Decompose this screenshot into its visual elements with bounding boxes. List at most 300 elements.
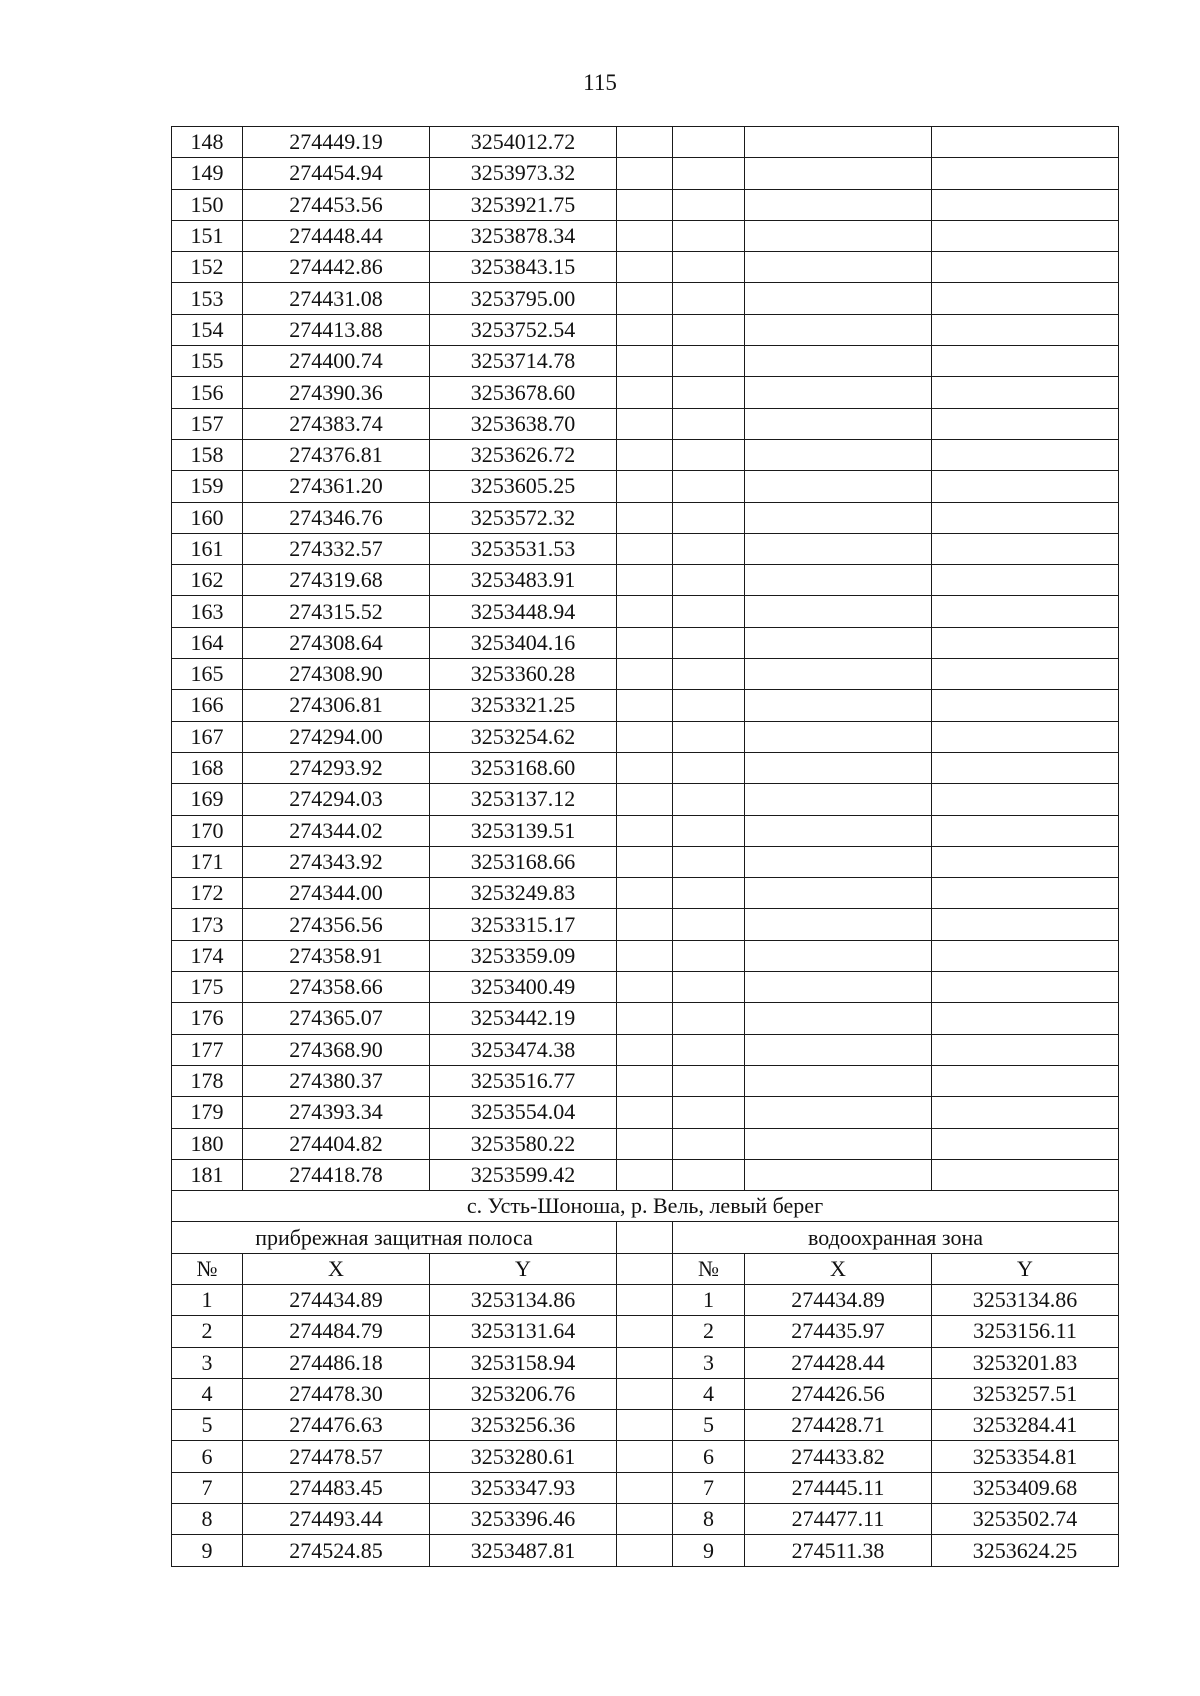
empty-cell — [745, 158, 932, 189]
point-number: 168 — [172, 752, 243, 783]
empty-cell — [932, 721, 1119, 752]
table-row — [172, 815, 1119, 846]
empty-cell — [932, 846, 1119, 877]
empty-cell — [673, 377, 745, 408]
empty-cell — [673, 878, 745, 909]
left-group-title: прибрежная защитная полоса — [172, 1222, 617, 1253]
y-coordinate: 3253442.19 — [430, 1003, 617, 1034]
empty-cell — [617, 314, 673, 345]
empty-cell — [673, 1128, 745, 1159]
table-row — [172, 1535, 1119, 1566]
empty-cell — [673, 1034, 745, 1065]
empty-cell — [745, 596, 932, 627]
empty-cell — [745, 283, 932, 314]
table-row — [172, 972, 1119, 1003]
y-coordinate: 3253359.09 — [430, 940, 617, 971]
point-number: 151 — [172, 220, 243, 251]
empty-cell — [745, 533, 932, 564]
right-point-number: 2 — [673, 1316, 745, 1347]
right-y-coordinate: 3253502.74 — [932, 1504, 1119, 1535]
new-section — [172, 1191, 1119, 1567]
empty-cell — [932, 189, 1119, 220]
right-y-coordinate: 3253409.68 — [932, 1472, 1119, 1503]
empty-cell — [673, 565, 745, 596]
right-x-coordinate: 274445.11 — [745, 1472, 932, 1503]
empty-cell — [932, 1003, 1119, 1034]
x-coordinate: 274442.86 — [243, 252, 430, 283]
empty-cell — [673, 533, 745, 564]
x-coordinate: 274315.52 — [243, 596, 430, 627]
point-number: 162 — [172, 565, 243, 596]
point-number: 153 — [172, 283, 243, 314]
empty-cell — [932, 533, 1119, 564]
y-coordinate: 3253254.62 — [430, 721, 617, 752]
left-point-number: 1 — [172, 1284, 243, 1315]
empty-cell — [932, 565, 1119, 596]
empty-cell — [932, 878, 1119, 909]
left-y-header: Y — [430, 1253, 617, 1284]
point-number: 163 — [172, 596, 243, 627]
spacer-cell — [617, 1504, 673, 1535]
left-point-number: 8 — [172, 1504, 243, 1535]
right-x-coordinate: 274428.71 — [745, 1410, 932, 1441]
y-coordinate: 3253448.94 — [430, 596, 617, 627]
spacer-cell — [617, 1253, 673, 1284]
point-number: 158 — [172, 439, 243, 470]
empty-cell — [617, 752, 673, 783]
x-coordinate: 274306.81 — [243, 690, 430, 721]
table-row — [172, 565, 1119, 596]
left-x-coordinate: 274483.45 — [243, 1472, 430, 1503]
empty-cell — [673, 346, 745, 377]
y-coordinate: 3253878.34 — [430, 220, 617, 251]
empty-cell — [745, 1128, 932, 1159]
x-coordinate: 274383.74 — [243, 408, 430, 439]
y-coordinate: 3253795.00 — [430, 283, 617, 314]
y-coordinate: 3253714.78 — [430, 346, 617, 377]
x-coordinate: 274319.68 — [243, 565, 430, 596]
empty-cell — [745, 1097, 932, 1128]
y-coordinate: 3253168.60 — [430, 752, 617, 783]
left-point-number: 7 — [172, 1472, 243, 1503]
empty-cell — [745, 909, 932, 940]
table-row — [172, 596, 1119, 627]
point-number: 171 — [172, 846, 243, 877]
table-row — [172, 1097, 1119, 1128]
empty-cell — [932, 502, 1119, 533]
left-x-coordinate: 274476.63 — [243, 1410, 430, 1441]
empty-cell — [673, 627, 745, 658]
empty-cell — [745, 627, 932, 658]
x-coordinate: 274413.88 — [243, 314, 430, 345]
empty-cell — [673, 972, 745, 1003]
empty-cell — [673, 158, 745, 189]
empty-cell — [617, 784, 673, 815]
empty-cell — [745, 471, 932, 502]
x-coordinate: 274358.66 — [243, 972, 430, 1003]
spacer-cell — [617, 1535, 673, 1566]
x-coordinate: 274293.92 — [243, 752, 430, 783]
left-num-header: № — [172, 1253, 243, 1284]
point-number: 169 — [172, 784, 243, 815]
right-y-header: Y — [932, 1253, 1119, 1284]
empty-cell — [617, 1159, 673, 1190]
empty-cell — [673, 721, 745, 752]
continued-rows — [172, 127, 1119, 1191]
empty-cell — [932, 220, 1119, 251]
empty-cell — [673, 909, 745, 940]
empty-cell — [617, 909, 673, 940]
right-point-number: 4 — [673, 1378, 745, 1409]
right-point-number: 7 — [673, 1472, 745, 1503]
empty-cell — [745, 1065, 932, 1096]
spacer-cell — [617, 1441, 673, 1472]
left-x-coordinate: 274478.57 — [243, 1441, 430, 1472]
right-x-coordinate: 274477.11 — [745, 1504, 932, 1535]
point-number: 181 — [172, 1159, 243, 1190]
x-coordinate: 274294.00 — [243, 721, 430, 752]
right-point-number: 9 — [673, 1535, 745, 1566]
table-row — [172, 878, 1119, 909]
empty-cell — [617, 408, 673, 439]
empty-cell — [932, 596, 1119, 627]
empty-cell — [673, 283, 745, 314]
x-coordinate: 274294.03 — [243, 784, 430, 815]
empty-cell — [932, 252, 1119, 283]
x-coordinate: 274356.56 — [243, 909, 430, 940]
empty-cell — [617, 189, 673, 220]
left-y-coordinate: 3253396.46 — [430, 1504, 617, 1535]
table-row — [172, 127, 1119, 158]
coordinates-table — [171, 126, 1119, 1567]
empty-cell — [617, 220, 673, 251]
table-row — [172, 659, 1119, 690]
point-number: 165 — [172, 659, 243, 690]
empty-cell — [617, 502, 673, 533]
empty-cell — [673, 784, 745, 815]
table-row — [172, 1065, 1119, 1096]
y-coordinate: 3253572.32 — [430, 502, 617, 533]
y-coordinate: 3253554.04 — [430, 1097, 617, 1128]
table-row — [172, 1128, 1119, 1159]
empty-cell — [673, 314, 745, 345]
point-number: 174 — [172, 940, 243, 971]
empty-cell — [932, 314, 1119, 345]
right-x-coordinate: 274433.82 — [745, 1441, 932, 1472]
right-y-coordinate: 3253354.81 — [932, 1441, 1119, 1472]
empty-cell — [617, 252, 673, 283]
empty-cell — [932, 690, 1119, 721]
empty-cell — [617, 565, 673, 596]
empty-cell — [673, 252, 745, 283]
table-row — [172, 940, 1119, 971]
x-coordinate: 274400.74 — [243, 346, 430, 377]
left-x-coordinate: 274478.30 — [243, 1378, 430, 1409]
empty-cell — [932, 1159, 1119, 1190]
empty-cell — [745, 659, 932, 690]
empty-cell — [617, 940, 673, 971]
empty-cell — [617, 878, 673, 909]
x-coordinate: 274343.92 — [243, 846, 430, 877]
left-x-coordinate: 274524.85 — [243, 1535, 430, 1566]
right-point-number: 3 — [673, 1347, 745, 1378]
point-number: 170 — [172, 815, 243, 846]
y-coordinate: 3253400.49 — [430, 972, 617, 1003]
empty-cell — [932, 408, 1119, 439]
y-coordinate: 3253531.53 — [430, 533, 617, 564]
table-row — [172, 1159, 1119, 1190]
point-number: 178 — [172, 1065, 243, 1096]
table-row — [172, 502, 1119, 533]
x-coordinate: 274361.20 — [243, 471, 430, 502]
x-coordinate: 274344.02 — [243, 815, 430, 846]
x-coordinate: 274376.81 — [243, 439, 430, 470]
empty-cell — [617, 596, 673, 627]
empty-cell — [617, 533, 673, 564]
point-number: 175 — [172, 972, 243, 1003]
empty-cell — [617, 1097, 673, 1128]
table-row — [172, 1284, 1119, 1315]
point-number: 157 — [172, 408, 243, 439]
right-y-coordinate: 3253134.86 — [932, 1284, 1119, 1315]
y-coordinate: 3253678.60 — [430, 377, 617, 408]
x-coordinate: 274332.57 — [243, 533, 430, 564]
x-coordinate: 274308.90 — [243, 659, 430, 690]
empty-cell — [932, 909, 1119, 940]
spacer-cell — [617, 1284, 673, 1315]
left-point-number: 3 — [172, 1347, 243, 1378]
left-y-coordinate: 3253347.93 — [430, 1472, 617, 1503]
point-number: 156 — [172, 377, 243, 408]
empty-cell — [745, 972, 932, 1003]
empty-cell — [932, 1065, 1119, 1096]
empty-cell — [617, 1065, 673, 1096]
y-coordinate: 3253921.75 — [430, 189, 617, 220]
empty-cell — [617, 127, 673, 158]
table-row — [172, 283, 1119, 314]
empty-cell — [932, 127, 1119, 158]
x-coordinate: 274449.19 — [243, 127, 430, 158]
right-x-coordinate: 274428.44 — [745, 1347, 932, 1378]
empty-cell — [745, 346, 932, 377]
spacer-cell — [617, 1410, 673, 1441]
table-row — [172, 752, 1119, 783]
y-coordinate: 3253404.16 — [430, 627, 617, 658]
table-row — [172, 784, 1119, 815]
empty-cell — [617, 439, 673, 470]
left-x-coordinate: 274434.89 — [243, 1284, 430, 1315]
table-row — [172, 1034, 1119, 1065]
spacer-cell — [617, 1378, 673, 1409]
empty-cell — [617, 721, 673, 752]
table-row — [172, 314, 1119, 345]
x-coordinate: 274448.44 — [243, 220, 430, 251]
empty-cell — [617, 659, 673, 690]
section-title-row — [172, 1191, 1119, 1222]
empty-cell — [673, 596, 745, 627]
point-number: 150 — [172, 189, 243, 220]
table-row — [172, 533, 1119, 564]
left-x-coordinate: 274493.44 — [243, 1504, 430, 1535]
table-row — [172, 1441, 1119, 1472]
x-coordinate: 274418.78 — [243, 1159, 430, 1190]
empty-cell — [673, 439, 745, 470]
y-coordinate: 3253315.17 — [430, 909, 617, 940]
y-coordinate: 3253638.70 — [430, 408, 617, 439]
table-row — [172, 1472, 1119, 1503]
table-row — [172, 909, 1119, 940]
right-x-coordinate: 274426.56 — [745, 1378, 932, 1409]
table-row — [172, 220, 1119, 251]
empty-cell — [673, 815, 745, 846]
empty-cell — [745, 565, 932, 596]
column-header-row — [172, 1253, 1119, 1284]
empty-cell — [932, 158, 1119, 189]
empty-cell — [617, 283, 673, 314]
y-coordinate: 3253137.12 — [430, 784, 617, 815]
section-title: с. Усть-Шоноша, р. Вель, левый берег — [172, 1191, 1119, 1222]
right-y-coordinate: 3253156.11 — [932, 1316, 1119, 1347]
empty-cell — [617, 846, 673, 877]
empty-cell — [673, 1065, 745, 1096]
point-number: 149 — [172, 158, 243, 189]
point-number: 172 — [172, 878, 243, 909]
left-y-coordinate: 3253158.94 — [430, 1347, 617, 1378]
table-row — [172, 158, 1119, 189]
left-point-number: 6 — [172, 1441, 243, 1472]
x-coordinate: 274380.37 — [243, 1065, 430, 1096]
table-row — [172, 1003, 1119, 1034]
empty-cell — [932, 752, 1119, 783]
empty-cell — [745, 127, 932, 158]
empty-cell — [673, 220, 745, 251]
y-coordinate: 3253321.25 — [430, 690, 617, 721]
right-y-coordinate: 3253624.25 — [932, 1535, 1119, 1566]
empty-cell — [745, 252, 932, 283]
empty-cell — [617, 1128, 673, 1159]
left-y-coordinate: 3253131.64 — [430, 1316, 617, 1347]
x-coordinate: 274368.90 — [243, 1034, 430, 1065]
left-point-number: 4 — [172, 1378, 243, 1409]
empty-cell — [932, 1034, 1119, 1065]
empty-cell — [617, 346, 673, 377]
empty-cell — [932, 1097, 1119, 1128]
table-row — [172, 1410, 1119, 1441]
point-number: 155 — [172, 346, 243, 377]
empty-cell — [745, 220, 932, 251]
table-row — [172, 1504, 1119, 1535]
table-row — [172, 1347, 1119, 1378]
x-coordinate: 274393.34 — [243, 1097, 430, 1128]
empty-cell — [745, 752, 932, 783]
right-point-number: 8 — [673, 1504, 745, 1535]
point-number: 164 — [172, 627, 243, 658]
empty-cell — [673, 502, 745, 533]
y-coordinate: 3253516.77 — [430, 1065, 617, 1096]
empty-cell — [745, 189, 932, 220]
group-header-row — [172, 1222, 1119, 1253]
right-x-coordinate: 274511.38 — [745, 1535, 932, 1566]
y-coordinate: 3253483.91 — [430, 565, 617, 596]
empty-cell — [745, 502, 932, 533]
x-coordinate: 274346.76 — [243, 502, 430, 533]
empty-cell — [932, 283, 1119, 314]
empty-cell — [617, 815, 673, 846]
y-coordinate: 3253139.51 — [430, 815, 617, 846]
empty-cell — [673, 940, 745, 971]
x-coordinate: 274453.56 — [243, 189, 430, 220]
left-y-coordinate: 3253134.86 — [430, 1284, 617, 1315]
empty-cell — [673, 1159, 745, 1190]
y-coordinate: 3254012.72 — [430, 127, 617, 158]
point-number: 179 — [172, 1097, 243, 1128]
empty-cell — [617, 627, 673, 658]
empty-cell — [617, 377, 673, 408]
spacer-cell — [617, 1222, 673, 1253]
table-row — [172, 1378, 1119, 1409]
left-point-number: 5 — [172, 1410, 243, 1441]
point-number: 177 — [172, 1034, 243, 1065]
table-row — [172, 439, 1119, 470]
x-coordinate: 274308.64 — [243, 627, 430, 658]
empty-cell — [617, 1003, 673, 1034]
y-coordinate: 3253599.42 — [430, 1159, 617, 1190]
table-row — [172, 721, 1119, 752]
left-x-coordinate: 274486.18 — [243, 1347, 430, 1378]
empty-cell — [745, 940, 932, 971]
empty-cell — [932, 784, 1119, 815]
empty-cell — [673, 127, 745, 158]
table-row — [172, 408, 1119, 439]
right-group-title: водоохранная зона — [673, 1222, 1119, 1253]
point-number: 160 — [172, 502, 243, 533]
empty-cell — [617, 690, 673, 721]
table-row — [172, 627, 1119, 658]
x-coordinate: 274390.36 — [243, 377, 430, 408]
empty-cell — [932, 346, 1119, 377]
empty-cell — [932, 940, 1119, 971]
right-y-coordinate: 3253201.83 — [932, 1347, 1119, 1378]
point-number: 167 — [172, 721, 243, 752]
empty-cell — [745, 439, 932, 470]
x-coordinate: 274404.82 — [243, 1128, 430, 1159]
point-number: 154 — [172, 314, 243, 345]
empty-cell — [932, 659, 1119, 690]
y-coordinate: 3253752.54 — [430, 314, 617, 345]
empty-cell — [617, 471, 673, 502]
left-x-header: X — [243, 1253, 430, 1284]
table-row — [172, 690, 1119, 721]
left-point-number: 2 — [172, 1316, 243, 1347]
empty-cell — [673, 408, 745, 439]
left-y-coordinate: 3253280.61 — [430, 1441, 617, 1472]
right-x-header: X — [745, 1253, 932, 1284]
y-coordinate: 3253626.72 — [430, 439, 617, 470]
right-x-coordinate: 274434.89 — [745, 1284, 932, 1315]
table-row — [172, 252, 1119, 283]
x-coordinate: 274431.08 — [243, 283, 430, 314]
point-number: 180 — [172, 1128, 243, 1159]
point-number: 159 — [172, 471, 243, 502]
empty-cell — [745, 1003, 932, 1034]
empty-cell — [617, 1034, 673, 1065]
right-point-number: 5 — [673, 1410, 745, 1441]
right-x-coordinate: 274435.97 — [745, 1316, 932, 1347]
right-num-header: № — [673, 1253, 745, 1284]
y-coordinate: 3253580.22 — [430, 1128, 617, 1159]
spacer-cell — [617, 1316, 673, 1347]
x-coordinate: 274454.94 — [243, 158, 430, 189]
